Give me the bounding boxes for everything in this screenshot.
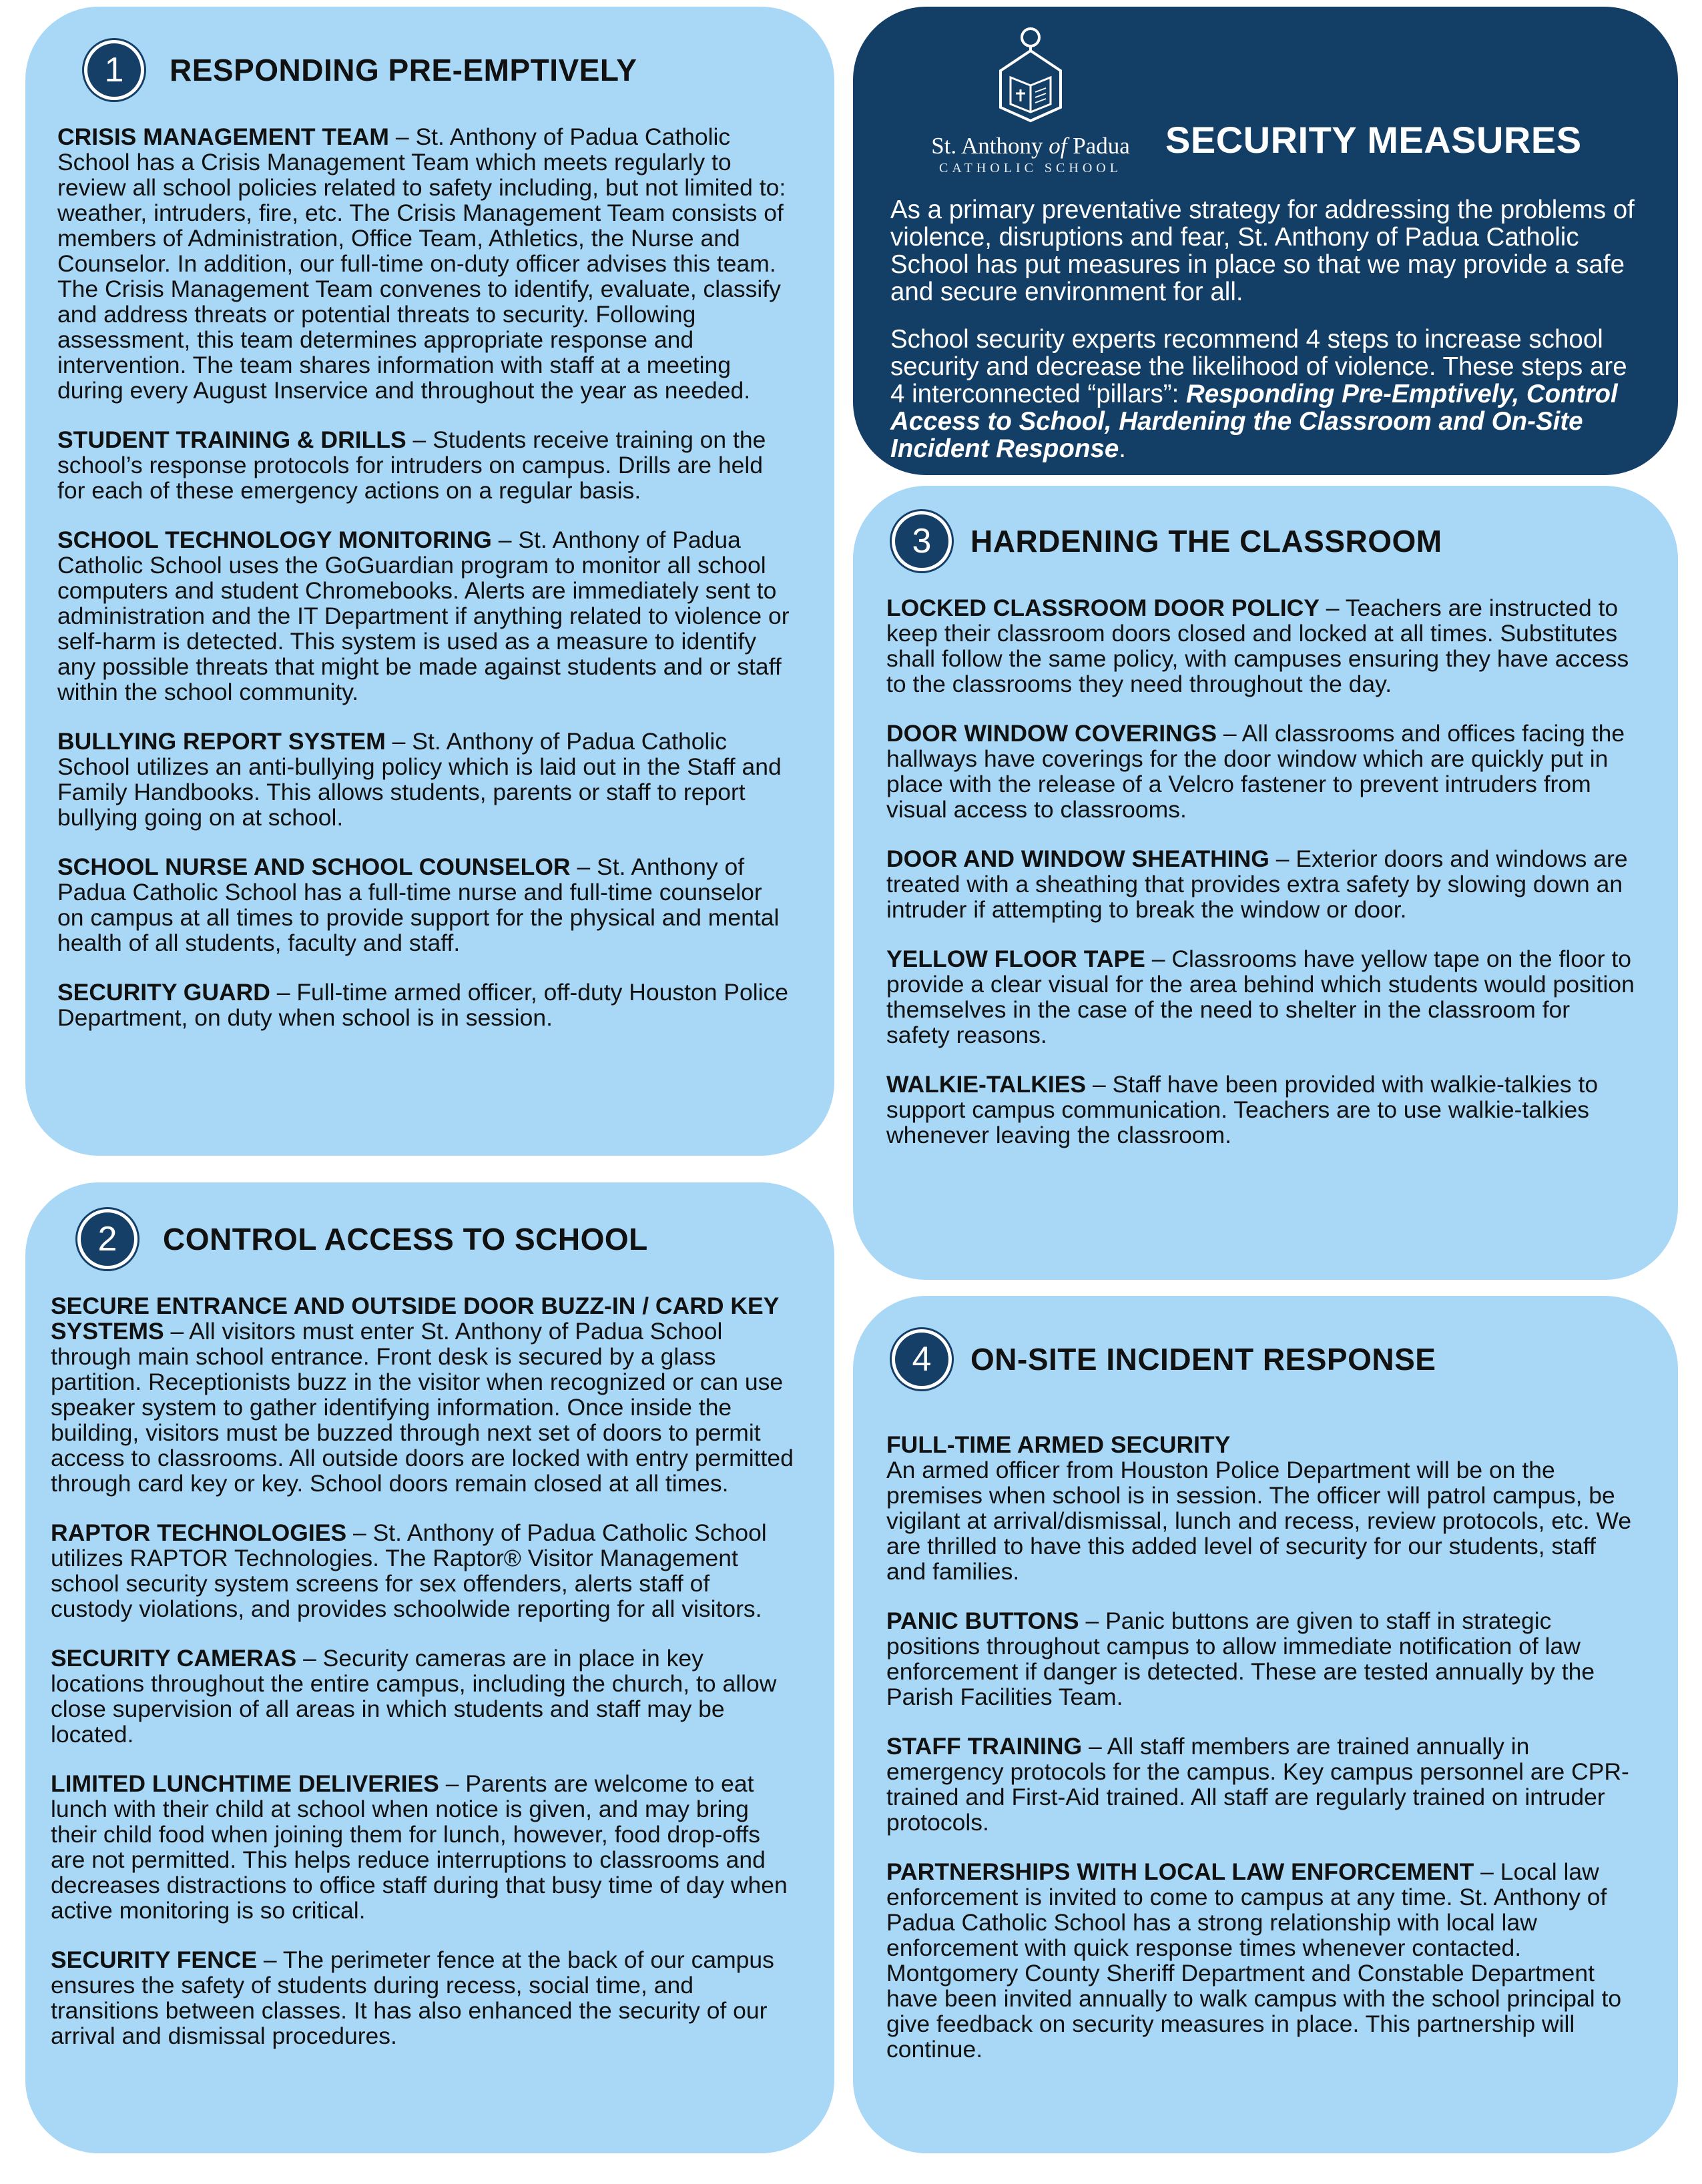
list-item — [886, 1432, 1638, 1584]
item-heading: DOOR WINDOW COVERINGS — [886, 720, 1217, 747]
item-body: – St. Anthony of Padua Catholic School utilizes an anti-bullying policy which is laid out in the Staff and Family Handbooks. This allows students, parents or staff to report bullying going on at school. — [57, 728, 782, 831]
section-number-badge: 2 — [77, 1209, 137, 1269]
item-heading: SCHOOL TECHNOLOGY MONITORING — [57, 526, 492, 553]
item-heading: LIMITED LUNCHTIME DELIVERIES — [51, 1770, 439, 1797]
item-body: – Panic buttons are given to staff in strategic positions throughout campus to allow immediate notification of law enforcement if danger is detected. These are tested annually by the Parish Facilities Team. — [886, 1607, 1595, 1710]
item-body: – Full-time armed officer, off-duty Houston Police Department, on duty when school is in session. — [57, 979, 788, 1031]
section-header — [51, 1209, 794, 1269]
item-heading: YELLOW FLOOR TAPE — [886, 946, 1145, 972]
school-subtitle: CATHOLIC SCHOOL — [939, 161, 1122, 175]
list-item — [886, 846, 1638, 922]
item-heading: RAPTOR TECHNOLOGIES — [51, 1519, 347, 1546]
list-item — [57, 427, 794, 503]
item-heading: SCHOOL NURSE AND SCHOOL COUNSELOR — [57, 853, 571, 880]
list-item — [886, 595, 1638, 697]
section-title: CONTROL ACCESS TO SCHOOL — [163, 1222, 648, 1256]
section-header — [886, 1329, 1638, 1389]
item-heading: SECURITY GUARD — [57, 979, 270, 1006]
item-body: An armed officer from Houston Police Department will be on the premises when school is in session. The officer will patrol campus, be vigilant at arrival/dismissal, lunch and recess, review protocols, etc. We are thrilled to have this added level of security for our students, staff and families. — [886, 1457, 1632, 1585]
item-body: – All visitors must enter St. Anthony of Padua School through main school entrance. Front desk is secured by a glass partition. Receptionists buzz in the visitor when recognized or can use speaker system to gather identifying information. Once inside the building, visitors must be buzzed through next set of doors to permit access to classrooms. All outside doors are locked with entry permitted through card key or key. School doors remain closed at all times. — [51, 1318, 794, 1497]
item-body: – Exterior doors and windows are treated with a sheathing that provides extra safety by slowing down an intruder if attempting to break the window or door. — [886, 845, 1628, 923]
item-body: – Parents are welcome to eat lunch with their child at school when notice is given, and may bring their child food when joining them for lunch, however, food drop-offs are not permitted. This helps reduce interruptions to classrooms and decreases distractions to office staff during that busy time of day when active monitoring is so critical. — [51, 1770, 788, 1924]
section-items — [57, 124, 794, 1030]
item-body: – Classrooms have yellow tape on the floor to provide a clear visual for the area behind which students would position themselves in the case of the need to shelter in the classroom for safety reasons. — [886, 946, 1635, 1048]
item-heading: SECURITY CAMERAS — [51, 1645, 297, 1672]
logo-row — [890, 24, 1638, 176]
item-body: – St. Anthony of Padua Catholic School utilizes RAPTOR Technologies. The Raptor® Visitor Management school security system screens for sex offenders, alerts staff of custody violations, and provides schoolwide reporting for all visitors. — [51, 1519, 767, 1622]
section-number-badge: 3 — [892, 511, 952, 571]
section-number-badge: 4 — [892, 1329, 952, 1389]
item-heading: STAFF TRAINING — [886, 1733, 1083, 1760]
section-control-access — [25, 1182, 834, 2153]
section-items — [886, 1608, 1638, 2062]
list-item — [51, 1947, 794, 2049]
book-cross-icon — [987, 24, 1074, 124]
item-heading: SECURE ENTRANCE AND OUTSIDE DOOR BUZZ-IN / CARD KEY SYSTEMS — [51, 1293, 779, 1345]
list-item — [886, 1072, 1638, 1148]
pillars-paragraph: School security experts recommend 4 steps to increase school security and decrease the likelihood of violence. These steps are 4 interconnected “pillars”: Responding Pre-Emptively, Control Access to School, Hardening the Classroom and On-Site Incident Response. — [890, 325, 1627, 463]
section-header — [57, 40, 794, 100]
item-heading: PANIC BUTTONS — [886, 1607, 1079, 1634]
list-item — [57, 527, 794, 705]
item-body: – St. Anthony of Padua Catholic School has a Crisis Management Team which meets regularly to review all school policies related to safety including, but not limited to: weather, intruders, fire, etc. The Crisis Management Team consists of members of Administration, Office Team, Athletics, the Nurse and Counselor. In addition, our full-time on-duty officer advises this team. The Crisis Management Team convenes to identify, evaluate, classify and address threats or potential threats to security. Following assessment, this team determines appropriate response and intervention. The team shares information with staff at a meeting during every August Inservice and throughout the year as needed. — [57, 123, 786, 404]
section-responding-pre-emptively — [25, 7, 834, 1156]
item-body: – Staff have been provided with walkie-talkies to support campus communication. Teachers are to use walkie-talkies whenever leaving the classroom. — [886, 1071, 1599, 1148]
list-item — [57, 980, 794, 1030]
list-item — [886, 1608, 1638, 1710]
item-heading: WALKIE-TALKIES — [886, 1071, 1087, 1098]
section-title: HARDENING THE CLASSROOM — [970, 524, 1442, 559]
section-number-badge: 1 — [84, 40, 144, 100]
list-item — [51, 1771, 794, 1923]
list-item — [886, 1734, 1638, 1835]
section-hardening-classroom — [853, 486, 1678, 1280]
item-heading: LOCKED CLASSROOM DOOR POLICY — [886, 595, 1320, 621]
item-body: – All classrooms and offices facing the hallways have coverings for the door window which are quickly put in place with the release of a Velcro fastener to prevent intruders from visual access to classrooms. — [886, 720, 1625, 823]
item-body: – All staff members are trained annually in emergency protocols for the campus. Key campus personnel are CPR-trained and First-Aid trained. All staff are regularly trained on intruder protocols. — [886, 1733, 1629, 1836]
item-heading: BULLYING REPORT SYSTEM — [57, 728, 386, 755]
section-items — [51, 1293, 794, 2049]
list-item — [886, 946, 1638, 1048]
item-heading: DOOR AND WINDOW SHEATHING — [886, 845, 1269, 872]
item-heading: SECURITY FENCE — [51, 1946, 258, 1973]
list-item — [51, 1520, 794, 1621]
item-heading: FULL-TIME ARMED SECURITY — [886, 1431, 1231, 1458]
list-item — [57, 124, 794, 403]
school-name: St. Anthony of Padua — [931, 133, 1130, 159]
item-heading: CRISIS MANAGEMENT TEAM — [57, 123, 389, 150]
list-item — [886, 1859, 1638, 2062]
section-title: ON-SITE INCIDENT RESPONSE — [970, 1342, 1436, 1377]
item-heading: PARTNERSHIPS WITH LOCAL LAW ENFORCEMENT — [886, 1858, 1474, 1885]
security-measures-header — [853, 7, 1678, 475]
section-items — [886, 595, 1638, 1148]
school-logo — [917, 24, 1144, 176]
section-header — [886, 511, 1638, 571]
section-title: RESPONDING PRE-EMPTIVELY — [170, 53, 637, 87]
item-body: – Local law enforcement is invited to come to campus at any time. St. Anthony of Padua Catholic School has a strong relationship with local law enforcement with quick response times whenever contacted. Montgomery County Sheriff Department and Constable Department have been invited annually to walk campus with the school principal to give feedback on security measures in place. This partnership will continue. — [886, 1858, 1622, 2063]
item-body: – St. Anthony of Padua Catholic School uses the GoGuardian program to monitor all school computers and student Chromebooks. Alerts are immediately sent to administration and the IT Department if anything related to violence or self-harm is detected. This system is used as a measure to identify any possible threats that might be made against students and or staff within the school community. — [57, 526, 790, 705]
list-item — [886, 721, 1638, 822]
page-title: SECURITY MEASURES — [1165, 119, 1582, 161]
section-on-site-incident-response — [853, 1296, 1678, 2153]
item-heading: STUDENT TRAINING & DRILLS — [57, 426, 406, 453]
item-body: – The perimeter fence at the back of our campus ensures the safety of students during recess, social time, and transitions between classes. It has also enhanced the security of our arrival and dismissal procedures. — [51, 1946, 774, 2049]
list-item — [51, 1293, 794, 1496]
item-body: – Teachers are instructed to keep their classroom doors closed and locked at all times. Substitutes shall follow the same policy, with campuses ensuring they have access to the classrooms they need throughout the day. — [886, 595, 1629, 697]
item-body: – St. Anthony of Padua Catholic School has a full-time nurse and full-time counselor on campus at all times to provide support for the physical and mental health of all students, faculty and staff. — [57, 853, 780, 956]
intro-paragraph: As a primary preventative strategy for addressing the problems of violence, disruptions and fear, St. Anthony of Padua Catholic School has put measures in place so that we may provide a safe and secure environment for all. — [890, 196, 1635, 306]
item-body: – Security cameras are in place in key locations throughout the entire campus, including the church, to allow close supervision of all areas in which students and staff may be located. — [51, 1645, 777, 1748]
list-item — [57, 729, 794, 830]
list-item — [57, 854, 794, 956]
list-item — [51, 1646, 794, 1747]
item-body: – Students receive training on the school’s response protocols for intruders on campus. Drills are held for each of these emergency actions on a regular basis. — [57, 426, 766, 504]
